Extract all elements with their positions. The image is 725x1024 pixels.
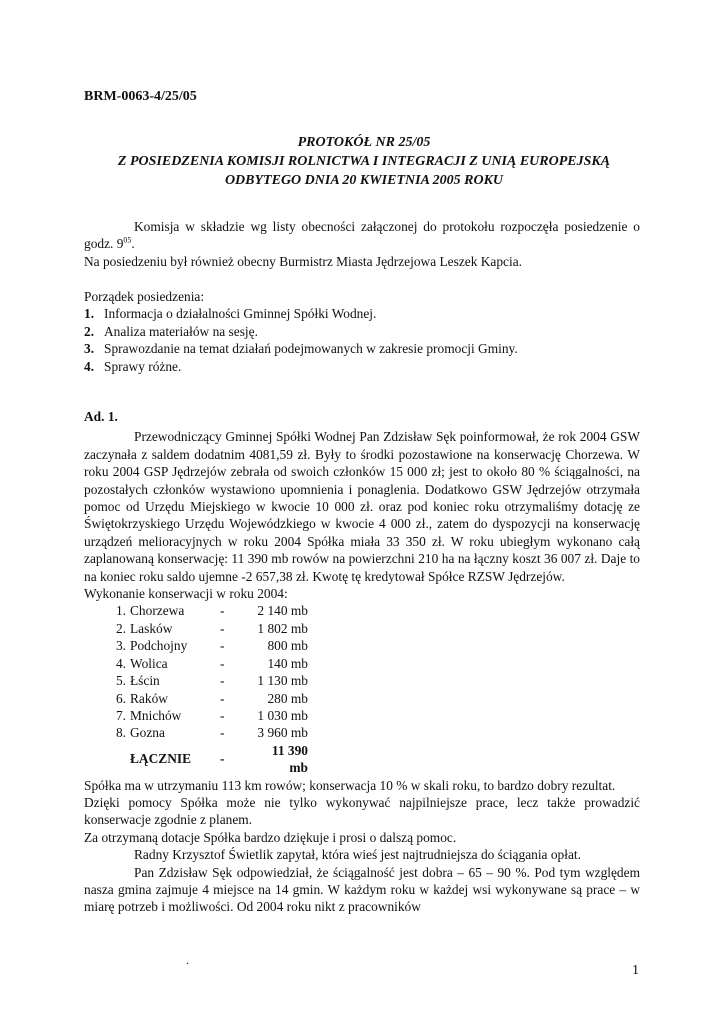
agenda-heading: Porządek posiedzenia: xyxy=(84,289,205,304)
title-line-1: PROTOKÓŁ NR 25/05 xyxy=(297,135,431,150)
row-value: 1 030 mb xyxy=(257,707,308,723)
conservation-table-heading: Wykonanie konserwacji w roku 2004: xyxy=(84,586,288,602)
row-value: 280 mb xyxy=(267,690,308,706)
row-village: Lasków xyxy=(130,620,173,636)
intro-period: . xyxy=(131,236,135,252)
agenda-item-number: 2. xyxy=(84,323,95,339)
row-value: 800 mb xyxy=(267,638,308,654)
agenda-section xyxy=(84,288,640,375)
title-line-3: ODBYTEGO DNIA 20 KWIETNIA 2005 ROKU xyxy=(224,173,504,188)
intro-paragraph-2: Na posiedzeniu był również obecny Burmistrz Miasta Jędrzejowa Leszek Kapcia. xyxy=(84,253,523,269)
row-village: Mnichów xyxy=(130,707,182,723)
row-village: Raków xyxy=(130,690,168,706)
row-village: Chorzewa xyxy=(130,603,185,619)
row-number: 1. xyxy=(115,603,126,619)
agenda-item xyxy=(84,323,640,340)
scan-mark: . xyxy=(186,953,189,967)
total-dash: - xyxy=(220,751,225,767)
table-row xyxy=(102,602,308,619)
row-value: 1 802 mb xyxy=(257,620,308,636)
intro-text: Komisja w składzie wg listy obecności załączonej do protokołu rozpoczęła posiedzenie o godz. 9 xyxy=(84,219,640,252)
total-spacer xyxy=(102,742,130,777)
title-line-2: Z POSIEDZENIA KOMISJI ROLNICTWA I INTEGRACJI Z UNIĄ EUROPEJSKĄ xyxy=(117,154,611,169)
table-row xyxy=(102,690,308,707)
table-row xyxy=(102,637,308,654)
total-label: ŁĄCZNIE xyxy=(130,751,192,767)
row-village: Wolica xyxy=(130,655,168,671)
agenda-item-text: Sprawozdanie na temat działań podejmowanych w zakresie promocji Gminy. xyxy=(104,341,518,357)
table-row xyxy=(102,672,308,689)
row-value: 140 mb xyxy=(267,655,308,671)
ad1-paragraph-3: Dzięki pomocy Spółka może nie tylko wykonywać najpilniejsze prace, lecz także prowadzić konserwacje zgodnie z planem. xyxy=(84,794,640,828)
ad1-paragraph-4: Za otrzymaną dotacje Spółka bardzo dziękuje i prosi o dalszą pomoc. xyxy=(84,829,457,845)
ad1-heading: Ad. 1. xyxy=(84,409,118,424)
agenda-item xyxy=(84,358,640,375)
conservation-table xyxy=(102,602,308,776)
agenda-item-number: 1. xyxy=(84,306,95,322)
row-dash: - xyxy=(220,603,225,619)
agenda-item xyxy=(84,340,640,357)
intro-time-superscript: 05 xyxy=(123,235,132,245)
row-dash: - xyxy=(220,690,225,706)
ad1-paragraph-1: Przewodniczący Gminnej Spółki Wodnej Pan Zdzisław Sęk poinformował, że rok 2004 GSW zaczynała z saldem dodatnim 4081,59 zł. Były to środki pozostawione na konserwację Chorzewa. W roku 2004 GSP Jędrzejów zebrała od swoich członków 15 000 zł; jest to około 80 % ściągalności, na pozostałych członków wystawiono upomnienia i ponaglenia. Dodatkowo GSW Jędrzejów otrzymała pomoc od Urzędu Miejskiego w kwocie 10 000 zł. oraz pod koniec roku otrzymaliśmy dotację ze Świętokrzyskiego Urzędu Wojewódzkiego w kwocie 4 000 zł., zatem do dyspozycji na konserwację urządzeń melioracyjnych w roku 2004 Spółka miała 33 350 zł. W roku ubiegłym wykonano całą zaplanowaną konserwację: 11 390 mb rowów na powierzchni 210 ha na łączny koszt 36 007 zł. Daje to na koniec roku saldo ujemne -2 657,38 zł. Kwotę tę kredytował Spółce RZSW Jędrzejów. xyxy=(84,429,640,584)
agenda-item-text: Sprawy różne. xyxy=(104,358,182,374)
ad1-paragraph-2: Spółka ma w utrzymaniu 113 km rowów; konserwacja 10 % w skali roku, to bardzo dobry rezultat. xyxy=(84,777,616,793)
ad1-paragraph-6: Pan Zdzisław Sęk odpowiedział, że ściągalność jest dobra – 65 – 90 %. Pod tym względem nasza gmina zajmuje 4 miejsce na 14 gmin. W każdym roku w każdej wsi wykonywane są prace – w miarę potrzeb i możliwości. Od 2004 roku nikt z pracowników xyxy=(84,864,640,915)
row-number: 3. xyxy=(115,638,126,654)
row-village: Podchojny xyxy=(130,638,188,654)
agenda-item-text: Informacja o działalności Gminnej Spółki Wodnej. xyxy=(104,306,377,322)
row-village: Łścin xyxy=(130,673,160,689)
ad1-paragraph-5: Radny Krzysztof Świetlik zapytał, która wieś jest najtrudniejsza do ściągania opłat. xyxy=(134,847,581,863)
agenda-item-number: 3. xyxy=(84,341,95,357)
row-dash: - xyxy=(220,655,225,671)
row-number: 4. xyxy=(115,655,126,671)
table-row xyxy=(102,724,308,741)
intro-paragraph-1 xyxy=(84,218,640,253)
total-value: 11 390 mb xyxy=(271,742,308,776)
agenda-item xyxy=(84,305,640,322)
row-dash: - xyxy=(220,620,225,636)
document-title xyxy=(84,133,644,190)
row-number: 7. xyxy=(115,707,126,723)
row-number: 5. xyxy=(115,673,126,689)
row-value: 1 130 mb xyxy=(257,673,308,689)
row-value: 2 140 mb xyxy=(257,603,308,619)
table-row xyxy=(102,655,308,672)
row-number: 2. xyxy=(115,620,126,636)
agenda-item-text: Analiza materiałów na sesję. xyxy=(104,323,258,339)
table-row xyxy=(102,707,308,724)
row-number: 6. xyxy=(115,690,126,706)
intro-section xyxy=(84,218,640,270)
table-row xyxy=(102,620,308,637)
page-number: 1 xyxy=(632,963,639,978)
row-number: 8. xyxy=(115,725,126,741)
row-dash: - xyxy=(220,673,225,689)
document-reference: BRM-0063-4/25/05 xyxy=(84,89,197,104)
table-total-row xyxy=(102,742,308,777)
row-dash: - xyxy=(220,725,225,741)
agenda-item-number: 4. xyxy=(84,358,95,374)
row-value: 3 960 mb xyxy=(257,725,308,741)
row-village: Gozna xyxy=(130,725,165,741)
ad1-section xyxy=(84,408,640,916)
agenda-list xyxy=(84,305,640,375)
row-dash: - xyxy=(220,638,225,654)
row-dash: - xyxy=(220,707,225,723)
